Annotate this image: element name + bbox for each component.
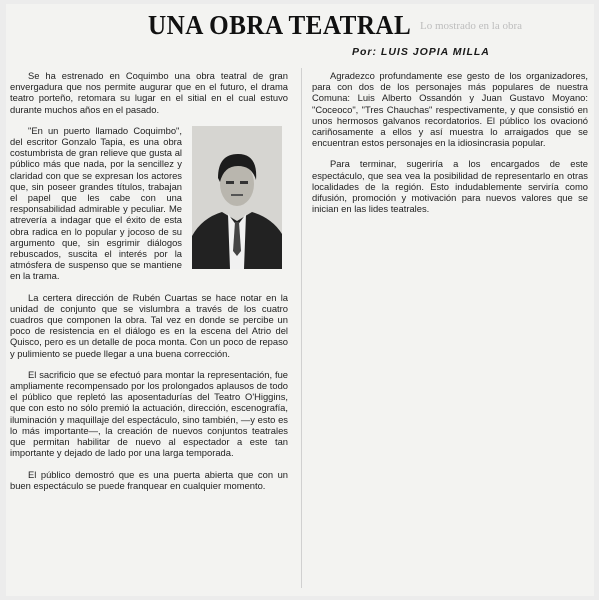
column-divider <box>301 68 302 588</box>
portrait-image <box>192 126 282 269</box>
article-byline: Por: LUIS JOPIA MILLA <box>352 46 490 58</box>
paragraph: Para terminar, sugeriría a los encargados de este espectáculo, que sea vea la posibilidad de representarlo en otras localidades de la región. Esto indudablemente serviría como difusión, promoción y motivación para nuevos valores que se inician en las lides teatrales. <box>312 158 588 215</box>
paragraph: El sacrificio que se efectuó para montar la representación, fue ampliamente recompensado por los prolongados aplausos de todo el público que repletó las aposentadurías del Teatro O'Higgins, que con esto no sólo premió la actuación, dirección, escenografía, iluminación y maquillaje del espectáculo, sino también, —y esto es lo más importante—, la creación de nuevos conjuntos teatrales que permitan habilitar de nuevo al espectador a este tan importante y dejado de lado por una larga temporada. <box>10 368 288 459</box>
author-photo <box>192 126 282 269</box>
faded-background-text: Lo mostrado en la obra <box>420 20 523 32</box>
article-title: UNA OBRA TEATRAL <box>148 10 412 40</box>
article-column-right <box>312 70 588 224</box>
paragraph: Se ha estrenado en Coquimbo una obra teatral de gran envergadura que nos permite augurar que en el futuro, el drama teatro porteño, retomara su lugar en el sitial en el cual estuvo durante muchos años en el pasado. <box>10 70 288 115</box>
paragraph: El público demostró que es una puerta abierta que con un buen espectáculo se puede franquear en cualquier momento. <box>10 468 288 491</box>
paragraph: "En un puerto llamado Coquimbo", del escritor Gonzalo Tapia, es una obra costumbrista de gran relieve que gusta al público más que nada, por la sencillez y claridad con que se expresan los actores que, sin poseer grandes títulos, trabajan el papel que les cabe con una responsabilidad admirable y peculiar. Me atrevería a indagar que el éxito de esta obra radica en lo popular y jocoso de su argumento que, sin esgrimir diálogos rebuscados, suscita el interés por la atmósfera de suspenso que se mantiene en la trama. <box>10 124 182 282</box>
paragraph: La certera dirección de Rubén Cuartas se hace notar en la unidad de conjunto que se vislumbra a través de los cuatro cuadros que componen la obra. Tal vez en donde se percibe un poco de resistencia en el diálogo es en la escena del Atrio del Quisco, pero es un detalle de poca monta. Con un poco de repaso y pulimiento se puede llegar a una buena corrección. <box>10 291 288 359</box>
paragraph: Agradezco profundamente ese gesto de los organizadores, para con dos de los personajes más populares de nuestra Comuna: Luis Alberto Ossandón y Juan Gustavo Moyano: "Coceoco", "Tres Chauchas" respectivamente, y que consistió en unos hermosos galvanos recordatorios. El público los ovacionó cariñosamente a ellos y así muestra lo arraigados que se encuentran estos personajes en la idiosincrasia popular. <box>312 70 588 149</box>
